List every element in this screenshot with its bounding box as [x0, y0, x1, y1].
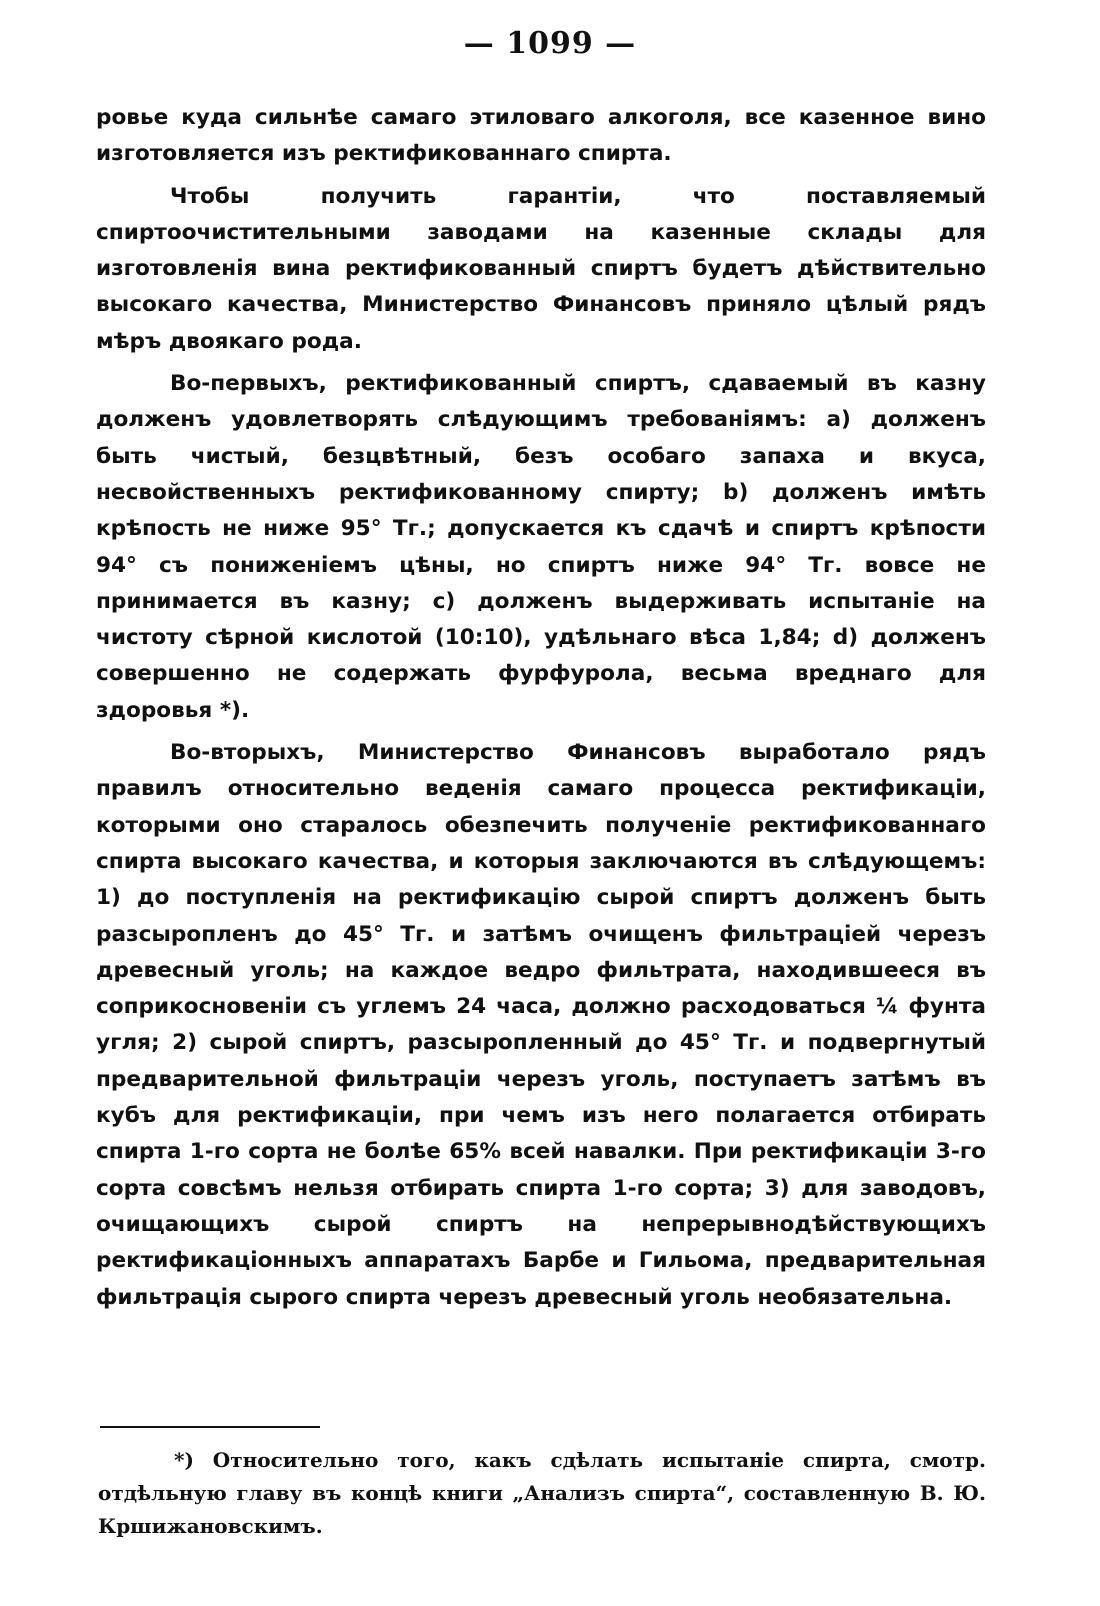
footnote: *) Относительно того, какъ сдѣлать испытаніе спирта, смотр. отдѣльную главу въ концѣ книги „Анализъ спирта“, составленную В. Ю. Кршижановскимъ.	[98, 1448, 986, 1538]
footnote-divider	[100, 1426, 320, 1428]
paragraph-continued: ровье куда сильнѣе самаго этиловаго алкоголя, все казенное вино изготовляется изъ ректификованнаго спирта.	[96, 105, 986, 167]
page-number: — 1099 —	[463, 26, 637, 61]
paragraph-guarantees: Чтобы получить гарантіи, что поставляемый спиртоочистительными заводами на казенные склады для изготовленія вина ректификованный спиртъ будетъ дѣйствительно высокаго качества, Министерство Финансовъ приняло цѣлый рядъ мѣръ двоякаго рода.	[96, 183, 986, 354]
paragraph-second-measures: Во-вторыхъ, Министерство Финансовъ выработало рядъ правилъ относительно веденія самаго процесса ректификаціи, которыми оно старалось обезпечить полученіе ректификованнаго спирта высокаго качества, и которыя заключаются въ слѣдующемъ: 1) до поступленія на ректификацію сырой спиртъ долженъ быть разсыропленъ до 45° Тг. и затѣмъ очищенъ фильтраціей черезъ древесный уголь; на каждое ведро фильтрата, находившееся въ соприкосновеніи съ углемъ 24 часа, должно расходоваться ¼ фунта угля; 2) сырой спиртъ, разсыропленный до 45° Тг. и подвергнутый предварительной фильтраціи черезъ уголь, поступаетъ затѣмъ въ кубъ для ректификаціи, при чемъ изъ него полагается отбирать спирта 1-го сорта не болѣе 65% всей навалки. При ректификаціи 3-го сорта совсѣмъ нельзя отбирать спирта 1-го сорта; 3) для заводовъ, очищающихъ сырой спиртъ на непрерывнодѣйствующихъ ректификаціонныхъ аппаратахъ Барбе и Гильома, предварительная фильтрація сырого спирта черезъ древесный уголь необязательна.	[96, 740, 986, 1310]
paragraph-first-measures: Во-первыхъ, ректификованный спиртъ, сдаваемый въ казну долженъ удовлетворять слѣдующимъ требованіямъ: а) долженъ быть чистый, безцвѣтный, безъ особаго запаха и вкуса, несвойственныхъ ректификованному спирту; b) долженъ имѣть крѣпость не ниже 95° Тг.; допускается къ сдачѣ и спиртъ крѣпости 94° съ пониженіемъ цѣны, но спиртъ ниже 94° Тг. вовсе не принимается въ казну; c) долженъ выдерживать испытаніе на чистоту сѣрной кислотой (10:10), удѣльнаго вѣса 1,84; d) долженъ совершенно не содержать фурфурола, весьма вреднаго для здоровья *).	[96, 371, 986, 723]
main-text	[96, 100, 986, 1322]
